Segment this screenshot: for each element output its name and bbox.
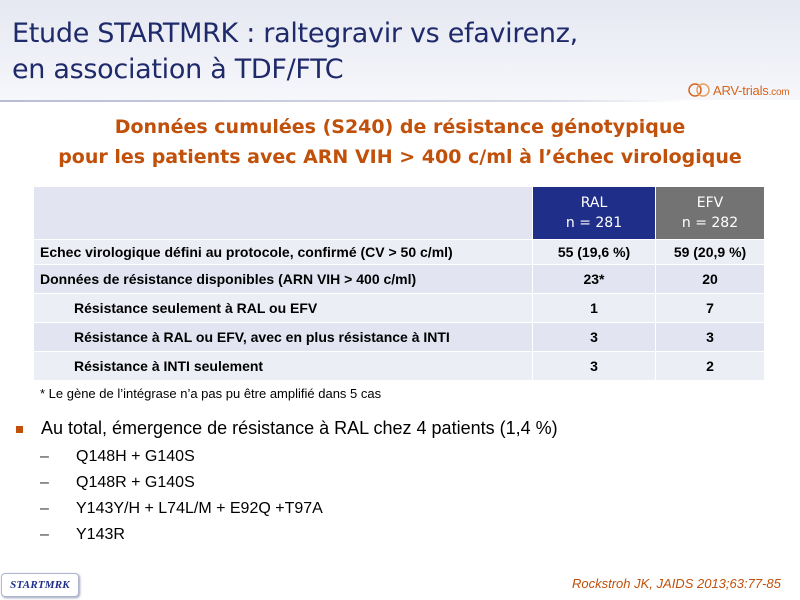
arv-trials-logo: [688, 80, 789, 100]
summary-text: Au total, émergence de résistance à RAL chez 4 patients (1,4 %): [41, 418, 558, 438]
dash-bullet: –: [40, 500, 49, 517]
subtitle-line-1: Données cumulées (S240) de résistance génotypique: [114, 116, 686, 138]
efv-name: EFV: [696, 195, 724, 211]
arv-trials-logo-icon: [688, 82, 710, 98]
summary-bullet: [16, 418, 558, 439]
title-divider: [0, 100, 690, 102]
efv-value: 20: [656, 265, 765, 294]
row-label: Résistance à RAL ou EFV, avec en plus résistance à INTI: [34, 323, 533, 352]
list-item: [40, 496, 323, 522]
table-row: [34, 352, 765, 381]
mutation-text: Y143R: [76, 526, 125, 543]
efv-value: 3: [656, 323, 765, 352]
subtitle-line-2: pour les patients avec ARN VIH > 400 c/ml à l’échec virologique: [58, 146, 742, 168]
slide-subtitle: [0, 112, 800, 172]
table-row: [34, 294, 765, 323]
ral-value: 55 (19,6 %): [533, 240, 656, 265]
ral-value: 1: [533, 294, 656, 323]
efv-value: 59 (20,9 %): [656, 240, 765, 265]
ral-value: 3: [533, 323, 656, 352]
row-label: Données de résistance disponibles (ARN VIH > 400 c/ml): [34, 265, 533, 294]
list-item: [40, 470, 323, 496]
efv-n: n = 282: [681, 215, 739, 231]
dash-bullet: –: [40, 448, 49, 465]
list-item: [40, 444, 323, 470]
list-item: [40, 522, 323, 548]
dash-bullet: –: [40, 526, 49, 543]
study-badge: STARTMRK: [1, 573, 79, 597]
table-footnote: * Le gène de l’intégrase n’a pas pu être amplifié dans 5 cas: [40, 386, 382, 401]
ral-n: n = 281: [565, 215, 623, 231]
column-header-efv: [656, 187, 765, 240]
slide-title-line-1: Etude STARTMRK : raltegravir vs efavirenz,: [12, 18, 578, 49]
ral-value: 23*: [533, 265, 656, 294]
mutation-text: Q148R + G140S: [76, 474, 195, 491]
citation: Rockstroh JK, JAIDS 2013;63:77-85: [572, 576, 781, 591]
column-header-ral: [533, 187, 656, 240]
logo-text: ARV-trials.com: [713, 82, 790, 98]
resistance-table: [33, 186, 765, 381]
table-corner-cell: [34, 187, 533, 240]
efv-value: 2: [656, 352, 765, 381]
dash-bullet: –: [40, 474, 49, 491]
table-row: [34, 265, 765, 294]
square-bullet-icon: [16, 426, 23, 433]
row-label: Résistance seulement à RAL ou EFV: [34, 294, 533, 323]
ral-name: RAL: [580, 195, 608, 211]
table-header-row: [34, 187, 765, 240]
slide-title: [12, 16, 578, 88]
table-row: [34, 323, 765, 352]
row-label: Résistance à INTI seulement: [34, 352, 533, 381]
slide-title-line-2: en association à TDF/FTC: [12, 54, 344, 85]
mutation-list: [40, 444, 323, 548]
efv-value: 7: [656, 294, 765, 323]
mutation-text: Q148H + G140S: [76, 448, 195, 465]
table-row: [34, 240, 765, 265]
ral-value: 3: [533, 352, 656, 381]
mutation-text: Y143Y/H + L74L/M + E92Q +T97A: [76, 500, 323, 517]
row-label: Echec virologique défini au protocole, confirmé (CV > 50 c/ml): [34, 240, 533, 265]
